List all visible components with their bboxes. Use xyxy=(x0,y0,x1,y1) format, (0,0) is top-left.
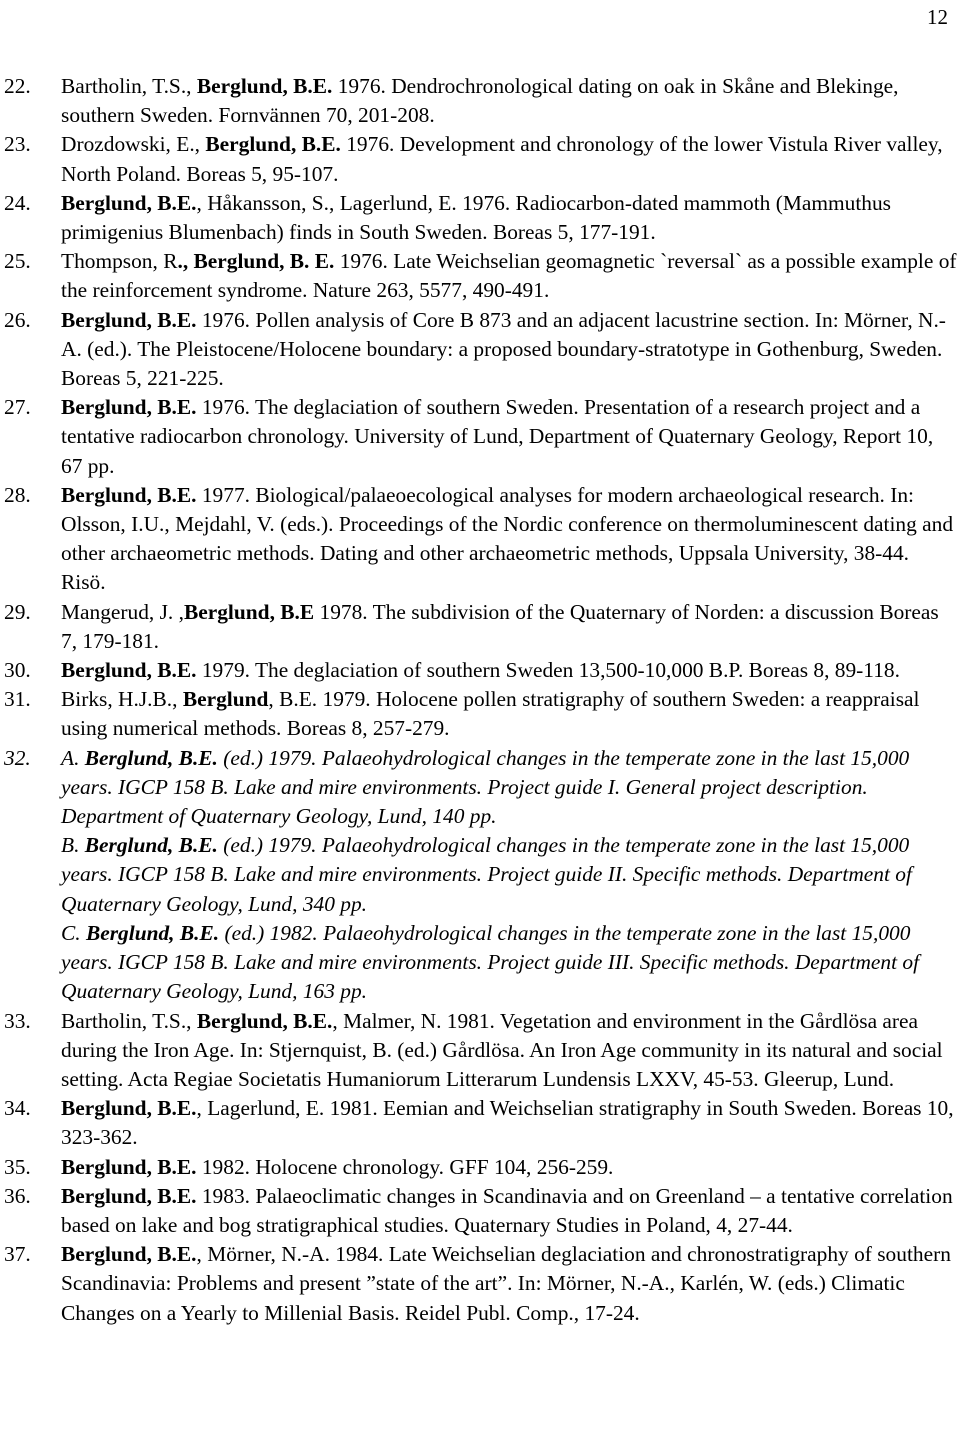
author-highlight: Berglund, B.E. xyxy=(61,1242,197,1267)
author-highlight: Berglund, B.E. xyxy=(61,307,197,332)
reference-text xyxy=(61,189,958,247)
reference-text xyxy=(61,1182,958,1240)
citation-text: 1979. The deglaciation of southern Sweden 13,500-10,000 B.P. Boreas 8, 89-118. xyxy=(196,658,900,683)
reference-list xyxy=(4,72,958,1328)
reference-text xyxy=(61,1007,958,1095)
reference-entry xyxy=(4,306,958,394)
reference-number: 36. xyxy=(4,1183,31,1208)
author-highlight: Berglund, B.E. xyxy=(61,658,197,683)
reference-number: 29. xyxy=(4,599,31,624)
citation-text: , Lagerlund, E. 1981. Eemian and Weichselian stratigraphy in South Sweden. Boreas 10, 323-362. xyxy=(61,1096,954,1150)
citation-text: 1976. Dendrochronological dating on oak in Skåne and Blekinge, southern Sweden. Fornvännen 70, 201-208. xyxy=(61,74,899,128)
author-highlight: Berglund, B.E. xyxy=(84,833,218,858)
reference-text xyxy=(61,247,958,305)
citation-text: Thompson, R xyxy=(61,249,178,274)
citation-text: 1978. The subdivision of the Quaternary of Norden: a discussion Boreas 7, 179-181. xyxy=(61,599,939,653)
citation-text: 1976. Late Weichselian geomagnetic `reversal` as a possible example of the reinforcement syndrome. Nature 263, 5577, 490-491. xyxy=(61,249,957,303)
citation-text: 1976. The deglaciation of southern Sweden. Presentation of a research project and a tentative radiocarbon chronology. University of Lund, Department of Quaternary Geology, Report 10, 67 pp. xyxy=(61,395,934,478)
author-highlight: Berglund, B.E. xyxy=(205,132,341,157)
citation-text: , Malmer, N. 1981. Vegetation and environment in the Gårdlösa area during the Iron Age. In: Stjernquist, B. (ed.) Gårdlösa. An Iron Age community in its natural and social setting. Acta Regiae Societatis Humaniorum Litterarum Lundensis LXXV, 45-53. Gleerup, Lund. xyxy=(61,1008,943,1091)
reference-text xyxy=(61,685,958,743)
citation-text: A. xyxy=(61,745,85,770)
reference-entry xyxy=(4,189,958,247)
reference-sub-entry xyxy=(61,831,958,919)
reference-sub-entry xyxy=(61,919,958,1007)
citation-text: 1976. Development and chronology of the lower Vistula River valley, North Poland. Boreas 5, 95-107. xyxy=(61,132,943,186)
reference-entry xyxy=(4,744,958,1007)
reference-entry xyxy=(4,481,958,598)
author-highlight: Berglund, B.E xyxy=(183,599,315,624)
citation-text: (ed.) 1979. Palaeohydrological changes in the temperate zone in the last 15,000 years. IGCP 158 B. Lake and mire environments. Project guide II. Specific methods. Department of Quaternary Geology, Lund, 340 pp. xyxy=(61,833,912,916)
author-highlight: Berglund, B.E. xyxy=(84,745,218,770)
reference-entry xyxy=(4,247,958,305)
reference-text xyxy=(61,1240,958,1328)
reference-entry xyxy=(4,1240,958,1328)
author-highlight: Berglund, B.E. xyxy=(61,1154,197,1179)
reference-entry xyxy=(4,685,958,743)
author-highlight: Berglund, B.E. xyxy=(61,482,197,507)
reference-entry xyxy=(4,598,958,656)
citation-text: 1976. Pollen analysis of Core B 873 and an adjacent lacustrine section. In: Mörner, N.-A. (ed.). The Pleistocene/Holocene boundary: a proposed boundary-stratotype in Gothenburg, Sweden. Boreas 5, 221-225. xyxy=(61,307,946,391)
reference-number: 32. xyxy=(4,745,31,770)
reference-text xyxy=(61,306,958,394)
reference-text xyxy=(61,72,958,130)
citation-text: 1983. Palaeoclimatic changes in Scandinavia and on Greenland – a tentative correlation based on lake and bog stratigraphical studies. Quaternary Studies in Poland, 4, 27-44. xyxy=(61,1183,953,1237)
author-highlight: Berglund xyxy=(182,687,269,712)
reference-sub-entry xyxy=(61,744,958,832)
reference-text xyxy=(61,656,958,685)
author-highlight: Berglund, B.E. xyxy=(61,1183,197,1208)
reference-number: 22. xyxy=(4,74,31,98)
reference-number: 23. xyxy=(4,132,31,157)
reference-number: 37. xyxy=(4,1242,31,1267)
reference-entry xyxy=(4,1094,958,1152)
citation-text: 1977. Biological/palaeoecological analyses for modern archaeological research. In: Olsson, I.U., Mejdahl, V. (eds.). Proceedings of the Nordic conference on thermoluminescent dating and other archaeometric methods. Dating and other archaeometric methods, Uppsala University, 38-44. Risö. xyxy=(61,482,954,595)
citation-text: Blumenbach) finds in South Sweden. Boreas 5, 177-191. xyxy=(163,220,656,245)
reference-text xyxy=(61,481,958,598)
reference-text xyxy=(61,598,958,656)
author-highlight: Berglund, B.E. xyxy=(85,920,220,945)
reference-number: 26. xyxy=(4,307,31,332)
reference-number: 30. xyxy=(4,658,31,683)
reference-text xyxy=(61,393,958,481)
citation-text: C. xyxy=(61,920,86,945)
reference-number: 28. xyxy=(4,482,31,507)
author-highlight: Berglund, B.E. xyxy=(61,1096,197,1121)
author-highlight: Berglund, B.E. xyxy=(196,74,333,98)
author-highlight: Berglund, B.E. xyxy=(61,395,197,420)
citation-text: Mangerud, J. , xyxy=(61,599,184,624)
reference-number: 24. xyxy=(4,190,31,215)
citation-text: B. xyxy=(61,833,85,858)
citation-text: , Håkansson, S., Lagerlund, E. 1976. Radiocarbon-dated mammoth ( xyxy=(196,190,783,215)
reference-entry xyxy=(4,1007,958,1095)
reference-number: 25. xyxy=(4,249,31,274)
citation-text: Birks, H.J.B., xyxy=(61,687,183,712)
citation-text: , B.E. 1979. Holocene pollen stratigraphy of southern Sweden: a reappraisal using numerical methods. Boreas 8, 257-279. xyxy=(61,687,920,741)
author-highlight: Berglund, B.E. xyxy=(61,190,197,215)
page-number: 12 xyxy=(927,5,948,29)
author-highlight: ., Berglund, B. E. xyxy=(177,249,335,274)
reference-text xyxy=(61,1094,958,1152)
reference-entry xyxy=(4,72,958,130)
citation-text: Bartholin, T.S., xyxy=(61,1008,197,1033)
reference-text xyxy=(61,130,958,188)
reference-entry xyxy=(4,1182,958,1240)
citation-text: (ed.) 1982. Palaeohydrological changes in the temperate zone in the last 15,000 years. IGCP 158 B. Lake and mire environments. Project guide III. Specific methods. Department of Quaternary Geology, Lund, 163 pp. xyxy=(61,920,920,1004)
reference-number: 27. xyxy=(4,395,31,420)
reference-entry xyxy=(4,1153,958,1182)
citation-text: 1982. Holocene chronology. GFF 104, 256-259. xyxy=(196,1154,614,1179)
reference-text xyxy=(61,1153,958,1182)
reference-number: 35. xyxy=(4,1154,31,1179)
author-highlight: Berglund, B.E. xyxy=(196,1008,333,1033)
citation-text: Bartholin, T.S., xyxy=(61,74,197,98)
reference-entry xyxy=(4,656,958,685)
reference-entry xyxy=(4,130,958,188)
reference-number: 33. xyxy=(4,1008,31,1033)
citation-text: Mammuthus primigenius xyxy=(61,190,892,245)
reference-entry xyxy=(4,393,958,481)
citation-text: Drozdowski, E., xyxy=(61,132,206,157)
reference-number: 34. xyxy=(4,1096,31,1121)
citation-text: , Mörner, N.-A. 1984. Late Weichselian deglaciation and chronostratigraphy of southern Scandinavia: Problems and present ”state of the art”. In: Mörner, N.-A., Karlén, W. (eds.) Climatic Changes on a Yearly to Millenial Basis. Reidel Publ. Comp., 17-24. xyxy=(61,1242,951,1325)
citation-text: (ed.) 1979. Palaeohydrological changes in the temperate zone in the last 15,000 years. IGCP 158 B. Lake and mire environments. Project guide I. General project description. Department of Quaternary Geology, Lund, 140 pp. xyxy=(61,745,910,829)
reference-number: 31. xyxy=(4,687,31,712)
